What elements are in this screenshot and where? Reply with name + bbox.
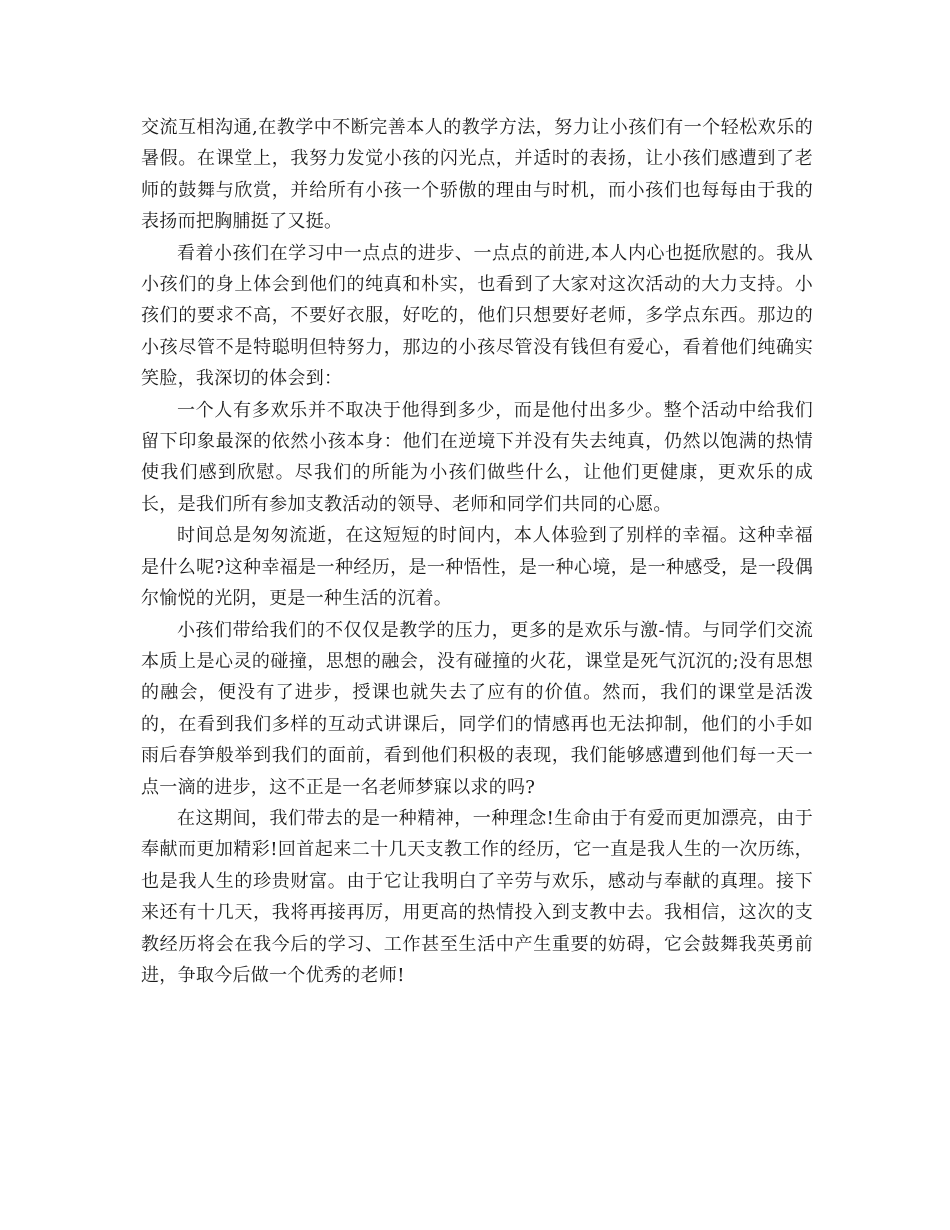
paragraph-1: 交流互相沟通,在教学中不断完善本人的教学方法，努力让小孩们有一个轻松欢乐的暑假。在课堂上，我努力发觉小孩的闪光点，并适时的表扬，让小孩们感遭到了老师的鼓舞与欣赏，并给所有小孩一个骄傲的理由与时机，而小孩们也每每由于我的表扬而把胸脯挺了又挺。 [141,117,813,233]
paragraph-5: 小孩们带给我们的不仅仅是教学的压力，更多的是欢乐与激-情。与同学们交流本质上是心灵的碰撞，思想的融会，没有碰撞的火花，课堂是死气沉沉的;没有思想的融会，便没有了进步，授课也就失去了应有的价值。然而，我们的课堂是活泼的，在看到我们多样的互动式讲课后，同学们的情感再也无法抑制，他们的小手如雨后春笋般举到我们的面前，看到他们积极的表现，我们能够感遭到他们每一天一点一滴的进步，这不正是一名老师梦寐以求的吗? [141,619,813,798]
paragraph-4: 时间总是匆匆流逝，在这短短的时间内，本人体验到了别样的幸福。这种幸福是什么呢?这种幸福是一种经历，是一种悟性，是一种心境，是一种感受，是一段偶尔愉悦的光阴，更是一种生活的沉着。 [141,525,813,610]
paragraph-2: 看着小孩们在学习中一点点的进步、一点点的前进,本人内心也挺欣慰的。我从小孩们的身上体会到他们的纯真和朴实，也看到了大家对这次活动的大力支持。小孩们的要求不高，不要好衣服，好吃的，他们只想要好老师，多学点东西。那边的小孩尽管不是特聪明但特努力，那边的小孩尽管没有钱但有爱心，看着他们纯确实笑脸，我深切的体会到： [141,242,813,390]
paragraph-3: 一个人有多欢乐并不取决于他得到多少，而是他付出多少。整个活动中给我们留下印象最深的依然小孩本身：他们在逆境下并没有失去纯真，仍然以饱满的热情使我们感到欣慰。尽我们的所能为小孩们做些什么，让他们更健康，更欢乐的成长，是我们所有参加支教活动的领导、老师和同学们共同的心愿。 [141,399,813,515]
paragraph-6: 在这期间，我们带去的是一种精神，一种理念!生命由于有爱而更加漂亮，由于奉献而更加精彩!回首起来二十几天支教工作的经历，它一直是我人生的一次历练，也是我人生的珍贵财富。由于它让我明白了辛劳与欢乐，感动与奉献的真理。接下来还有十几天，我将再接再厉，用更高的热情投入到支教中去。我相信，这次的支教经历将会在我今后的学习、工作甚至生活中产生重要的妨碍，它会鼓舞我英勇前进，争取今后做一个优秀的老师! [141,807,813,986]
document-body [141,112,813,991]
